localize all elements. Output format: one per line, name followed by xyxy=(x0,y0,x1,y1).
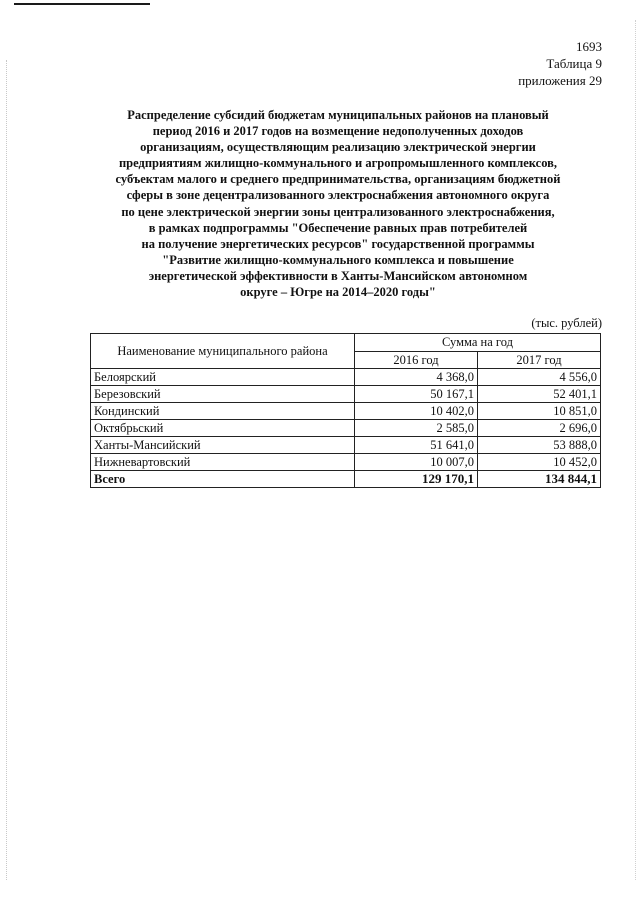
table-row xyxy=(91,403,601,420)
document-header xyxy=(518,38,602,89)
amount-2017: 52 401,1 xyxy=(478,386,601,403)
amount-2016: 10 402,0 xyxy=(355,403,478,420)
subsidy-table xyxy=(90,333,601,488)
district-name: Октябрьский xyxy=(91,420,355,437)
amount-2017: 2 696,0 xyxy=(478,420,601,437)
district-name: Березовский xyxy=(91,386,355,403)
total-2017: 134 844,1 xyxy=(478,471,601,488)
table-row xyxy=(91,369,601,386)
left-margin-line xyxy=(6,60,7,880)
table-label: Таблица 9 xyxy=(546,56,602,71)
title-line: Распределение субсидий бюджетам муниципальных районов на плановый xyxy=(127,108,549,122)
total-label: Всего xyxy=(91,471,355,488)
title-line: предприятиям жилищно-коммунального и агропромышленного комплексов, xyxy=(118,156,558,171)
title-line: энергетической эффективности в Ханты-Мансийском автономном xyxy=(148,268,528,283)
column-header-district: Наименование муниципального района xyxy=(91,334,355,369)
amount-2016: 50 167,1 xyxy=(355,386,478,403)
district-name: Белоярский xyxy=(91,369,355,386)
title-line: "Развитие жилищно-коммунального комплекса и повышение xyxy=(162,252,514,267)
district-name: Кондинский xyxy=(91,403,355,420)
page-title xyxy=(88,107,588,300)
top-rule xyxy=(14,3,150,5)
amount-2016: 51 641,0 xyxy=(355,437,478,454)
amount-2017: 53 888,0 xyxy=(478,437,601,454)
column-header-2017: 2017 год xyxy=(478,351,601,369)
district-name: Ханты-Мансийский xyxy=(91,437,355,454)
title-line: на получение энергетических ресурсов" государственной программы xyxy=(141,236,535,251)
table-header-row xyxy=(91,334,601,352)
title-line: период 2016 и 2017 годов на возмещение недополученных доходов xyxy=(152,124,524,139)
title-line: по цене электрической энергии зоны централизованного электроснабжения, xyxy=(121,204,555,219)
title-line: сферы в зоне децентрализованного электроснабжения автономного округа xyxy=(126,188,550,203)
units-label: (тыс. рублей) xyxy=(531,316,602,330)
amount-2017: 10 452,0 xyxy=(478,454,601,471)
table-row xyxy=(91,386,601,403)
amount-2017: 10 851,0 xyxy=(478,403,601,420)
amount-2016: 4 368,0 xyxy=(355,369,478,386)
right-margin-line xyxy=(635,20,636,880)
appendix-label: приложения 29 xyxy=(518,73,602,88)
title-line: в рамках подпрограммы "Обеспечение равных прав потребителей xyxy=(148,220,528,235)
amount-2016: 10 007,0 xyxy=(355,454,478,471)
amount-2016: 2 585,0 xyxy=(355,420,478,437)
column-header-2016: 2016 год xyxy=(355,351,478,369)
table-row xyxy=(91,420,601,437)
title-line: организациям, осуществляющим реализацию электрической энергии xyxy=(140,140,536,155)
amount-2017: 4 556,0 xyxy=(478,369,601,386)
title-line: округе – Югре на 2014–2020 годы" xyxy=(240,285,436,300)
total-2016: 129 170,1 xyxy=(355,471,478,488)
page-number: 1693 xyxy=(576,39,602,54)
column-header-sum: Сумма на год xyxy=(355,334,601,352)
title-line: субъектам малого и среднего предпринимательства, организациям бюджетной xyxy=(115,172,561,187)
table-row xyxy=(91,454,601,471)
table-total-row xyxy=(91,471,601,488)
district-name: Нижневартовский xyxy=(91,454,355,471)
table-row xyxy=(91,437,601,454)
